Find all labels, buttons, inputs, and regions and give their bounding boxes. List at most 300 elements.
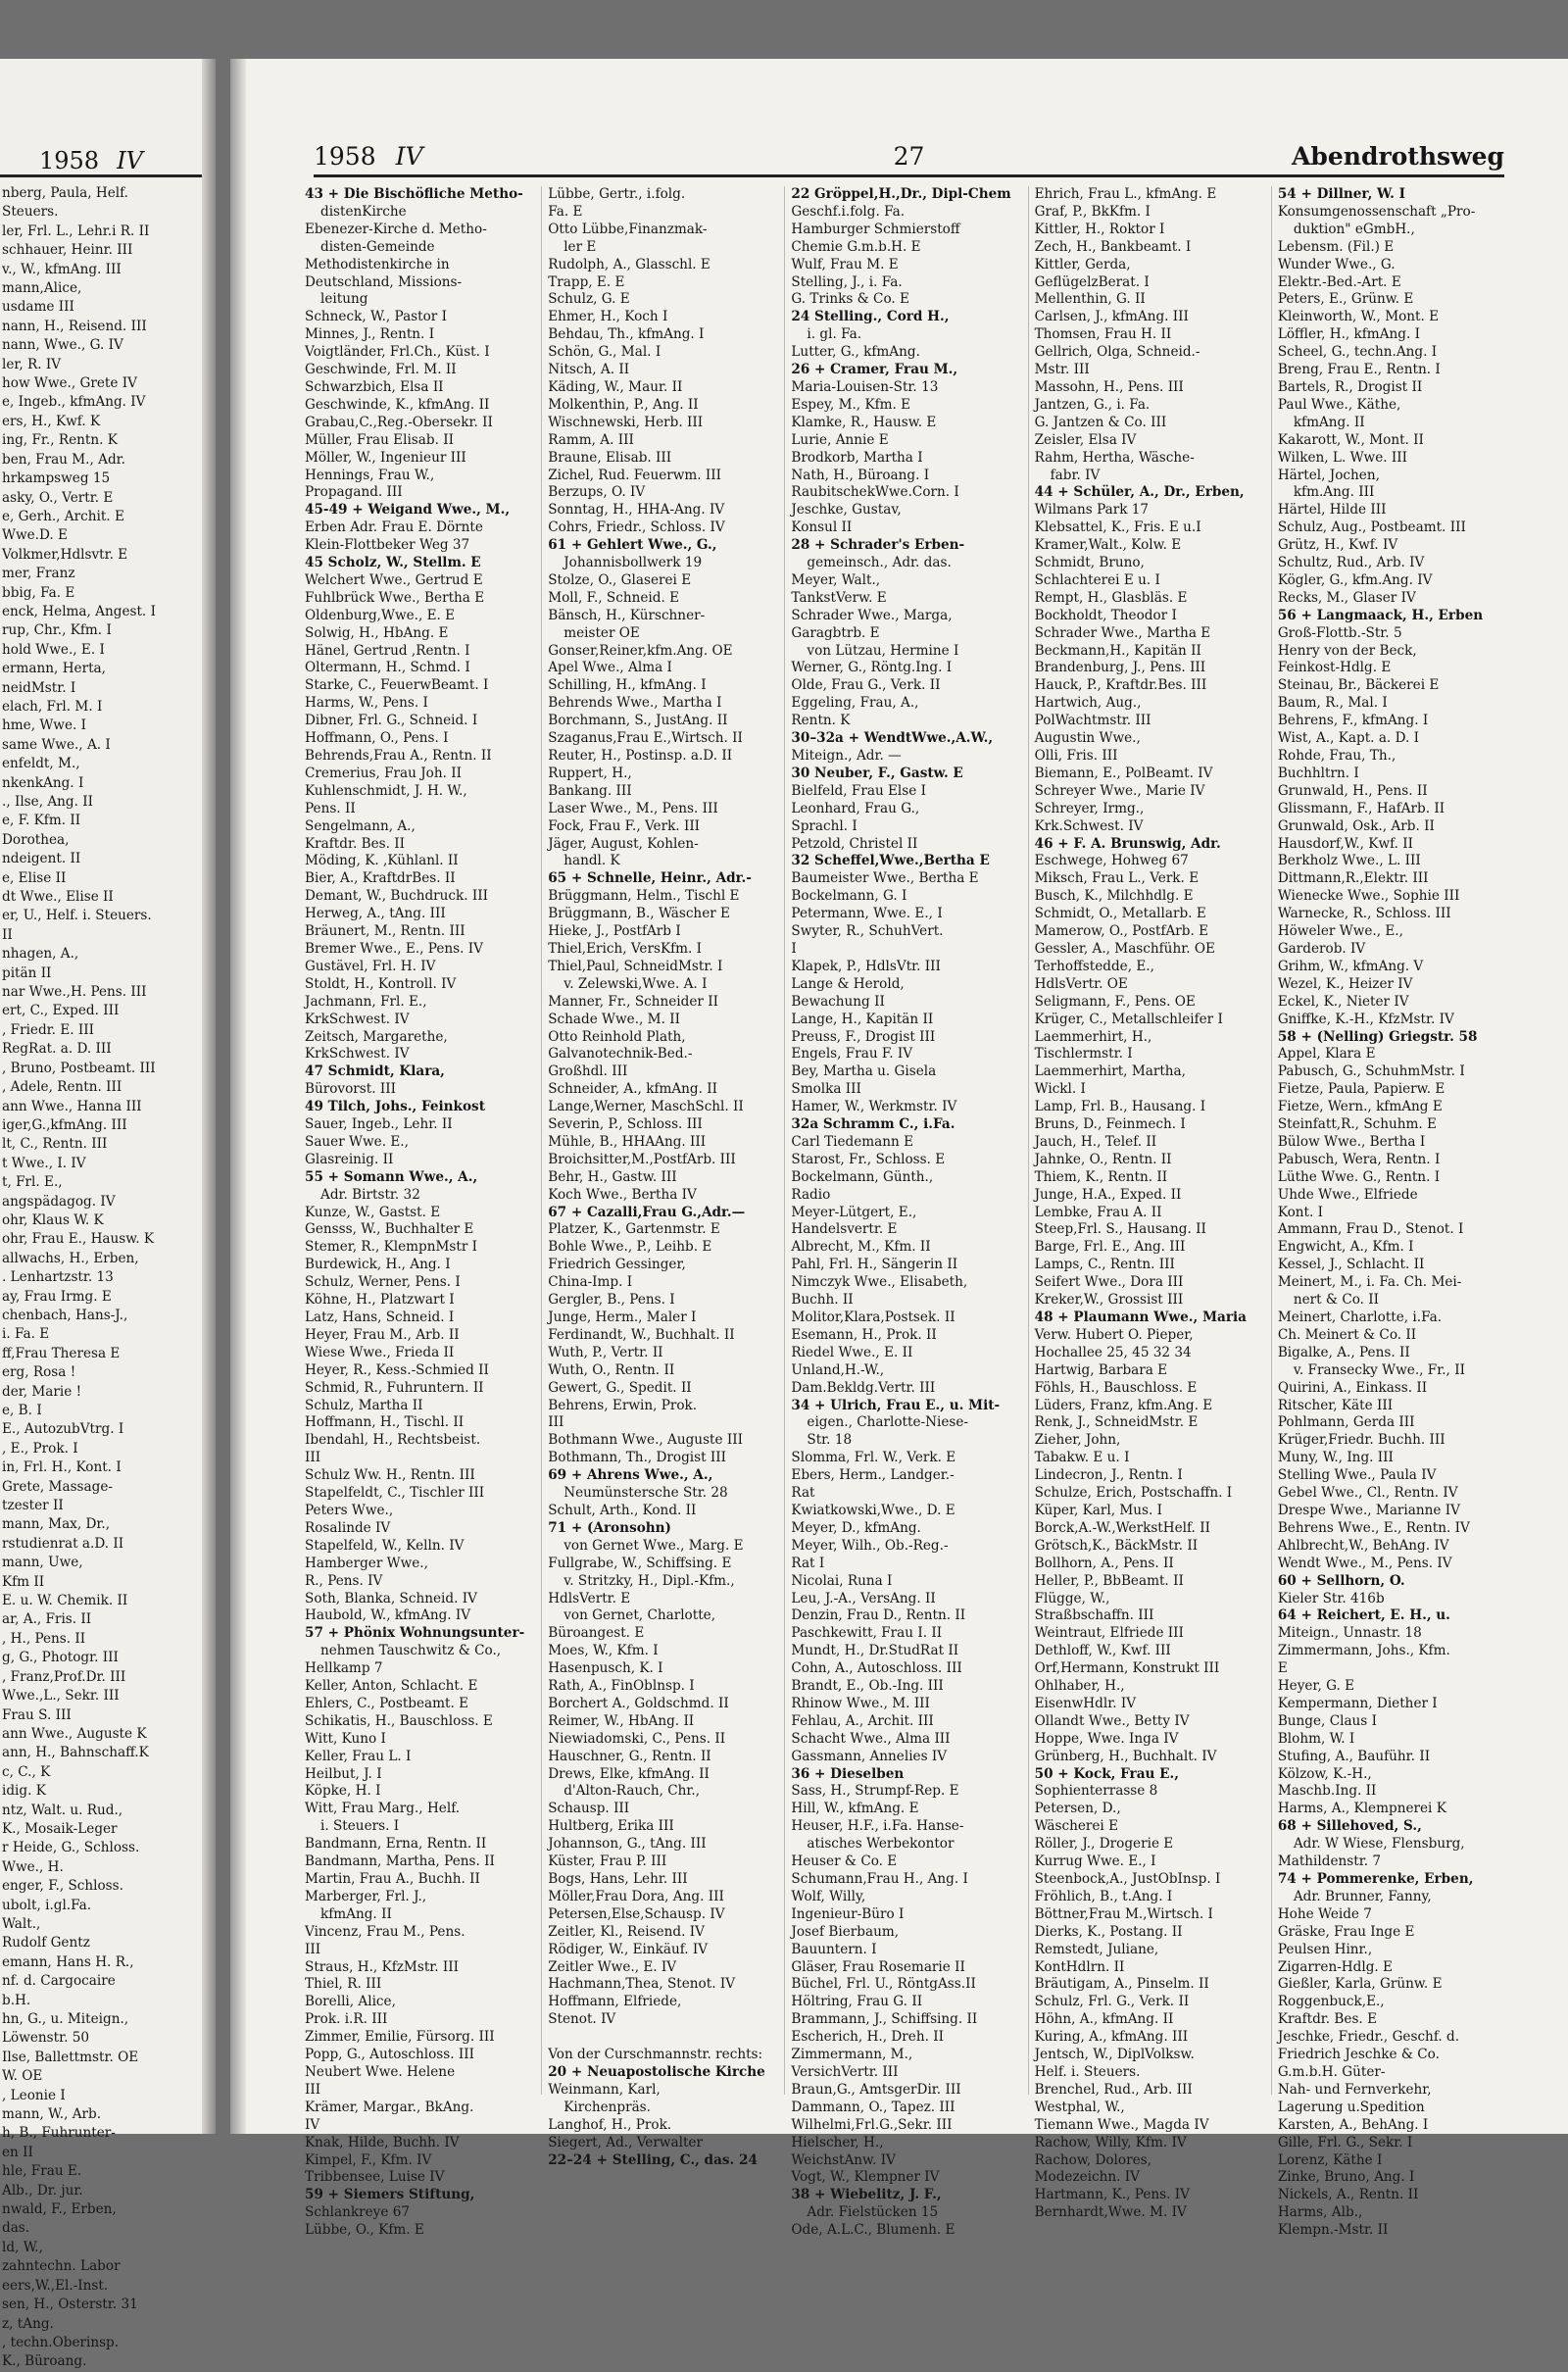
directory-entry: Galvanotechnik-Bed.- <box>548 1046 693 1062</box>
directory-entry: TankstVerw. E <box>791 589 887 606</box>
directory-entry: Kittler, H., Roktor I <box>1034 221 1165 237</box>
directory-entry: Lange & Herold, <box>791 975 905 992</box>
directory-entry: Hamer, W., Werkmstr. IV <box>791 1099 957 1115</box>
directory-entry: Straus, H., KfzMstr. III <box>305 1958 460 1975</box>
directory-entry: Esemann, H., Prok. II <box>791 1326 937 1343</box>
directory-entry: Borelli, Alice, <box>305 1994 396 2010</box>
directory-entry: ler E <box>564 238 597 255</box>
directory-entry: Ehrich, Frau L., kfmAng. E <box>1034 186 1217 202</box>
directory-entry: Fullgrabe, W., Schiffsing. E <box>548 1555 732 1571</box>
directory-entry: Barge, Frl. E., Ang. III <box>1034 1239 1186 1256</box>
column-2 <box>542 186 785 2168</box>
directory-entry: Krk.Schwest. IV <box>1034 817 1144 834</box>
previous-page-line: nberg, Paula, Helf. <box>2 185 128 201</box>
directory-entry: Seifert Wwe., Dora III <box>1034 1274 1184 1291</box>
directory-entry: Petzold, Christel II <box>791 835 918 852</box>
directory-entry: III <box>548 1414 564 1431</box>
directory-entry: Keller, Frau L. I <box>305 1748 412 1764</box>
directory-entry: Hamburger Schmierstoff <box>791 221 960 237</box>
directory-entry: Rat <box>791 1485 815 1502</box>
directory-entry: Straßbschaffn. III <box>1034 1607 1154 1624</box>
directory-entry: Koch Wwe., Bertha IV <box>548 1186 697 1203</box>
directory-entry: Grihm, W., kfmAng. V <box>1277 958 1424 974</box>
previous-page-line: ann Wwe., Hanna III <box>2 1098 142 1114</box>
directory-entry: Haubold, W., kfmAng. IV <box>305 1607 471 1624</box>
directory-entry: Jantzen, G., i. Fa. <box>1034 396 1151 413</box>
directory-entry: Wezel, K., Heizer IV <box>1277 975 1413 992</box>
directory-entry: Prok. i.R. III <box>305 2011 388 2028</box>
directory-entry: 69 + Ahrens Wwe., A., <box>548 1467 713 1484</box>
directory-entry: Mundt, H., Dr.StudRat II <box>791 1643 959 1659</box>
directory-entry: Klein-Flottbeker Weg 37 <box>305 537 470 554</box>
directory-entry: Steinau, Br., Bäckerei E <box>1277 677 1440 694</box>
directory-entry: PolWachtmstr. III <box>1034 713 1152 729</box>
directory-entry: Heyer, R., Kess.-Schmied II <box>305 1361 489 1378</box>
previous-page-line: e, F. Kfm. II <box>2 813 81 829</box>
directory-entry: Herweg, A., tAng. III <box>305 906 446 922</box>
directory-entry: Oltermann, H., Schmd. I <box>305 660 470 676</box>
directory-entry: Ebers, Herm., Landger.- <box>791 1467 955 1484</box>
directory-entry: Albrecht, M., Kfm. II <box>791 1239 931 1256</box>
directory-entry: Zinke, Bruno, Ang. I <box>1277 2169 1415 2186</box>
directory-entry: Leonhard, Frau G., <box>791 800 920 816</box>
directory-entry: Baum, R., Mal. I <box>1277 695 1388 712</box>
directory-entry: Schneck, W., Pastor I <box>305 309 447 325</box>
directory-entry: Fehlau, A., Archit. III <box>791 1712 934 1729</box>
directory-entry: Löffler, H., kfmAng. I <box>1277 326 1420 343</box>
page-volume: IV <box>395 142 423 171</box>
directory-entry: Schulze, Erich, Postschaffn. I <box>1034 1485 1233 1502</box>
directory-entry: Geschwinde, K., kfmAng. II <box>305 396 490 413</box>
directory-entry: III <box>305 1450 321 1466</box>
directory-entry: 54 + Dillner, W. I <box>1277 186 1406 202</box>
directory-entry: Stelling Wwe., Paula IV <box>1277 1467 1437 1484</box>
directory-entry: Thomsen, Frau H. II <box>1034 326 1172 343</box>
column-5 <box>1272 186 1514 2239</box>
directory-entry: Zimmermann, Johs., Kfm. <box>1277 1643 1450 1659</box>
previous-page-line: nwald, F., Erben, <box>2 2201 117 2218</box>
previous-page-line: tzester II <box>2 1498 64 1514</box>
directory-entry: Mellenthin, G. II <box>1034 291 1146 308</box>
previous-page-line: Walt., <box>2 1915 41 1932</box>
directory-entry: Karsten, A., BehAng. I <box>1277 2116 1429 2133</box>
directory-entry: Hachmann,Thea, Stenot. IV <box>548 1976 736 1993</box>
directory-entry: Hohe Weide 7 <box>1277 1905 1372 1922</box>
directory-entry: Bruns, D., Feinmech. I <box>1034 1116 1186 1133</box>
directory-entry: Kleinworth, W., Mont. E <box>1277 309 1440 325</box>
previous-page-line: erg, Rosa ! <box>2 1364 76 1381</box>
directory-entry: Lüders, Franz, kfm.Ang. E <box>1034 1397 1213 1413</box>
directory-entry: Bey, Martha u. Gisela <box>791 1063 937 1080</box>
directory-entry: Brodkorb, Martha I <box>791 449 923 466</box>
column-1 <box>299 186 542 2239</box>
previous-page-line: nann, Wwe., G. IV <box>2 337 123 354</box>
directory-entry: Ehlers, C., Postbeamt. E <box>305 1695 469 1711</box>
directory-entry: Konsul II <box>791 519 853 536</box>
previous-page-line: Alb., Dr. jur. <box>2 2182 83 2199</box>
previous-page-line: rstudienrat a.D. II <box>2 1535 124 1552</box>
previous-page-line: ert, C., Exped. III <box>2 1003 120 1019</box>
directory-entry: Kramer,Walt., Kolw. E <box>1034 537 1182 554</box>
previous-page-line: hme, Wwe. I <box>2 717 86 734</box>
directory-entry: Kreker,W., Grossist III <box>1034 1292 1184 1309</box>
directory-entry: Buchhltrn. I <box>1277 765 1359 781</box>
directory-entry: Harms, Alb., <box>1277 2204 1363 2221</box>
directory-entry: Schulz, Aug., Postbeamt. III <box>1277 519 1466 536</box>
previous-page-line: RegRat. a. D. III <box>2 1041 112 1058</box>
directory-entry: Friedrich Gessinger, <box>548 1257 686 1273</box>
previous-page-line: g, G., Photogr. III <box>2 1650 119 1666</box>
directory-entry: Olli, Fris. III <box>1034 748 1118 764</box>
directory-entry: Radio <box>791 1186 831 1203</box>
directory-entry: Schlankreye 67 <box>305 2204 411 2221</box>
page-number: 27 <box>893 142 925 171</box>
previous-page-line: r Heide, G., Schloss. <box>2 1840 140 1856</box>
directory-entry: Garagbtrb. E <box>791 624 880 641</box>
directory-entry: Adr. W Wiese, Flensburg, <box>1293 1836 1465 1853</box>
directory-entry: Büchel, Frl. U., RöntgAss.II <box>791 1976 976 1993</box>
directory-entry: 58 + (Nelling) Griegstr. 58 <box>1277 1028 1478 1045</box>
directory-entry: Köpke, H. I <box>305 1783 381 1800</box>
directory-entry: v. Fransecky Wwe., Fr., II <box>1293 1361 1465 1378</box>
directory-entry: Petersen,Else,Schausp. IV <box>548 1905 725 1922</box>
book-gutter <box>202 59 216 2134</box>
directory-entry: Tiemann Wwe., Magda IV <box>1034 2116 1209 2133</box>
directory-entry: Stufing, A., Bauführ. II <box>1277 1748 1431 1764</box>
directory-entry: 38 + Wiebelitz, J. F., <box>791 2187 942 2203</box>
previous-page-line: mann, Max, Dr., <box>2 1516 111 1533</box>
previous-page-line: idig. K <box>2 1783 46 1800</box>
directory-entry: Ch. Meinert & Co. II <box>1277 1326 1417 1343</box>
previous-page-line: ing, Fr., Rentn. K <box>2 432 118 449</box>
directory-entry: Josef Bierbaum, <box>791 1923 900 1940</box>
previous-page-line: mann, W., Arb. <box>2 2106 102 2123</box>
directory-entry: Keller, Anton, Schlacht. E <box>305 1678 478 1695</box>
directory-entry: Bewachung II <box>791 993 885 1010</box>
directory-entry: Hausdorf,W., Kwf. II <box>1277 835 1414 852</box>
previous-page-header <box>39 147 143 174</box>
directory-entry: Behrends,Frau A., Rentn. II <box>305 748 492 764</box>
directory-entry: Gassmann, Annelies IV <box>791 1748 948 1764</box>
directory-entry: Föhls, H., Bauschloss. E <box>1034 1379 1198 1396</box>
directory-entry: Kirchenpräs. <box>564 2099 651 2115</box>
previous-page-line: , Adele, Rentn. III <box>2 1079 122 1096</box>
directory-entry: Busch, K., Milchhdlg. E <box>1034 888 1194 905</box>
directory-entry: Hoffmann, H., Tischl. II <box>305 1414 465 1431</box>
directory-entry: Kakarott, W., Mont. II <box>1277 431 1424 448</box>
street-heading: Abendrothsweg <box>1292 142 1504 171</box>
previous-page-line: K., Büroang. <box>2 2353 87 2370</box>
directory-entry: Laemmerhirt, Martha, <box>1034 1063 1186 1080</box>
directory-entry: Röller, J., Drogerie E <box>1034 1836 1174 1853</box>
directory-entry: Szaganus,Frau E.,Wirtsch. II <box>548 730 743 747</box>
directory-entry: Küper, Karl, Mus. I <box>1034 1502 1163 1518</box>
previous-page-line: Volkmer,Hdlsvtr. E <box>2 546 128 563</box>
directory-entry: Orf,Hermann, Konstrukt III <box>1034 1660 1220 1677</box>
directory-entry: Witt, Frau Marg., Helf. <box>305 1801 461 1817</box>
directory-entry: Rentn. K <box>791 713 851 729</box>
directory-entry: d'Alton-Rauch, Chr., <box>564 1783 701 1800</box>
directory-entry: Berzups, O. IV <box>548 484 646 501</box>
directory-entry: Slomma, Frl. W., Verk. E <box>791 1450 956 1466</box>
directory-entry: Höltring, Frau G. II <box>791 1994 923 2010</box>
previous-page-line: W. OE <box>2 2068 43 2085</box>
directory-entry: Behr, H., Gastw. III <box>548 1168 677 1185</box>
directory-entry: 67 + Cazalli,Frau G.,Adr.— <box>548 1204 746 1220</box>
directory-entry: Borchert A., Goldschmd. II <box>548 1695 729 1711</box>
directory-entry: Gonser,Reiner,kfm.Ang. OE <box>548 642 733 659</box>
directory-entry: Starost, Fr., Schloss. E <box>791 1151 946 1167</box>
directory-entry: Stoldt, H., Kontroll. IV <box>305 975 457 992</box>
directory-entry: Chemie G.m.b.H. E <box>791 238 921 255</box>
directory-entry: Grötsch,K., BäckMstr. II <box>1034 1537 1199 1554</box>
directory-entry: Drews, Elke, kfmAng. II <box>548 1765 710 1782</box>
directory-entry: Grabau,C.,Reg.-Obersekr. II <box>305 414 493 430</box>
directory-entry: von Gernet, Charlotte, <box>564 1607 716 1624</box>
previous-page-line: mann, Uwe, <box>2 1555 83 1571</box>
directory-entry: Fock, Frau F., Verk. III <box>548 817 701 834</box>
directory-entry: Wilhelmi,Frl.G.,Sekr. III <box>791 2116 953 2133</box>
previous-page-line: K., Mosaik-Leger <box>2 1820 118 1837</box>
directory-entry: leitung <box>320 291 368 308</box>
directory-entry: Bier, A., KraftdrBes. II <box>305 870 456 887</box>
directory-entry: Thiel,Erich, VersKfm. I <box>548 940 703 957</box>
directory-entry: Glasreinig. II <box>305 1151 394 1167</box>
directory-entry: distenKirche <box>320 203 407 220</box>
directory-entry: Dethloff, W., Kwf. III <box>1034 1643 1171 1659</box>
directory-entry: Schlachterei E u. I <box>1034 571 1160 588</box>
directory-entry: 60 + Sellhorn, O. <box>1277 1572 1405 1589</box>
directory-entry: Büroangest. E <box>548 1625 645 1642</box>
directory-entry: Ramm, A. III <box>548 431 634 448</box>
directory-entry: Groß-Flottb.-Str. 5 <box>1277 624 1402 641</box>
previous-page-line: emann, Hans H. R., <box>2 1953 134 1970</box>
directory-entry: Wickl. I <box>1034 1081 1086 1098</box>
directory-entry: Rath, A., FinOblnsp. I <box>548 1678 695 1695</box>
directory-entry: Zimmer, Emilie, Fürsorg. III <box>305 2029 495 2046</box>
previous-page-line: Löwenstr. 50 <box>2 2030 90 2047</box>
directory-entry: Schumann,Frau H., Ang. I <box>791 1871 968 1887</box>
previous-page-line: e, Elise II <box>2 869 67 886</box>
directory-entry: Bankang. III <box>548 782 632 799</box>
directory-entry: Wulf, Frau M. E <box>791 256 899 272</box>
page-header-left <box>314 142 423 171</box>
previous-page-line: , Bruno, Postbeamt. III <box>2 1060 156 1076</box>
previous-page-line: ohr, Frau E., Hausw. K <box>2 1231 155 1248</box>
directory-entry: Nimczyk Wwe., Elisabeth, <box>791 1274 968 1291</box>
directory-entry: Str. 18 <box>807 1432 853 1449</box>
directory-entry: Maria-Louisen-Str. 13 <box>791 378 939 395</box>
directory-entry: Molitor,Klara,Postsek. II <box>791 1310 956 1325</box>
directory-entry: Ritscher, Käte III <box>1277 1397 1394 1413</box>
directory-entry: Behrens, Erwin, Prok. <box>548 1397 698 1413</box>
directory-entry: nehmen Tauschwitz & Co., <box>320 1643 502 1659</box>
directory-entry: Gustävel, Frl. H. IV <box>305 958 436 974</box>
previous-page-line: chenbach, Hans-J., <box>2 1307 128 1323</box>
directory-entry: Minnes, J., Rentn. I <box>305 326 435 343</box>
previous-page-line: ar, A., Fris. II <box>2 1611 92 1628</box>
previous-page-line: t Wwe., I. IV <box>2 1155 86 1171</box>
directory-entry: 43 + Die Bischöfliche Metho- <box>305 186 523 202</box>
directory-entry: Platzer, K., Gartenmstr. E <box>548 1221 720 1238</box>
directory-entry: Schikatis, H., Bauschloss. E <box>305 1712 493 1729</box>
directory-entry: 68 + Sillehoved, S., <box>1277 1818 1422 1835</box>
directory-entry: 32 Scheffel,Wwe.,Bertha E <box>791 853 990 869</box>
previous-page-line: E. u. W. Chemik. II <box>2 1593 128 1609</box>
directory-entry: 65 + Schnelle, Heinr., Adr.- <box>548 870 752 887</box>
directory-entry: Moll, F., Schneid. E <box>548 589 680 606</box>
directory-entry: Gniffke, K.-H., KfzMstr. IV <box>1277 1011 1454 1027</box>
directory-entry: Petermann, Wwe. E., I <box>791 906 943 922</box>
directory-entry: Schneider, A., kfmAng. II <box>548 1081 718 1098</box>
directory-entry: Fa. E <box>548 203 583 220</box>
directory-entry: 22 Gröppel,H.,Dr., Dipl-Chem <box>791 186 1011 202</box>
directory-entry: v. Stritzky, H., Dipl.-Kfm., <box>564 1572 735 1589</box>
previous-page-line: ler, Frl. L., Lehr.i R. II <box>2 222 150 239</box>
directory-entry: Nicolai, Runa I <box>791 1572 893 1589</box>
directory-entry: 74 + Pommerenke, Erben, <box>1277 1871 1474 1887</box>
directory-entry: Cohn, A., Autoschloss. III <box>791 1660 962 1677</box>
directory-entry: Severin, P., Schloss. III <box>548 1116 703 1133</box>
directory-entry: Bülow Wwe., Bertha I <box>1277 1133 1426 1150</box>
directory-entry: 30–32a + WendtWwe.,A.W., <box>791 730 994 747</box>
directory-entry: Grütz, H., Kwf. IV <box>1277 537 1398 554</box>
directory-entry: Kempermann, Diether I <box>1277 1695 1438 1711</box>
previous-page-line: , Leonie I <box>2 2087 66 2103</box>
previous-page-line: Steuers. <box>2 204 59 221</box>
directory-entry: Kittler, Gerda, <box>1034 256 1131 272</box>
directory-entry: Großhdl. III <box>548 1063 628 1080</box>
directory-entry: Höhn, A., kfmAng. II <box>1034 2011 1174 2028</box>
directory-entry: Lindecron, J., Rentn. I <box>1034 1467 1183 1484</box>
previous-page-line: hold Wwe., E. I <box>2 641 105 658</box>
directory-entry: 45-49 + Weigand Wwe., M., <box>305 502 511 519</box>
previous-page-line: II <box>2 926 13 943</box>
previous-page-line: dt Wwe., Elise II <box>2 889 114 906</box>
directory-entry: Wist, A., Kapt. a. D. I <box>1277 730 1419 747</box>
directory-entry: Peters, E., Grünw. E <box>1277 291 1414 308</box>
directory-entry: Wendt Wwe., M., Pens. IV <box>1277 1555 1452 1571</box>
directory-entry: Vogt, W., Klempner IV <box>791 2169 940 2186</box>
directory-entry: Berkholz Wwe., L. III <box>1277 853 1421 869</box>
directory-entry: Schulz, Frl. G., Verk. II <box>1034 1994 1190 2010</box>
directory-entry: Blohm, W. I <box>1277 1730 1355 1747</box>
directory-entry: Bänsch, H., Kürschner- <box>548 607 706 623</box>
directory-entry: Dittmann,R.,Elektr. III <box>1277 870 1429 887</box>
directory-entry: 32a Schramm C., i.Fa. <box>791 1116 956 1133</box>
directory-entry: Kont. I <box>1277 1204 1324 1220</box>
directory-entry: eigen., Charlotte-Niese- <box>807 1414 969 1431</box>
directory-entry: Petersen, D., <box>1034 1801 1121 1817</box>
directory-entry: Stelling, J., i. Fa. <box>791 273 903 290</box>
directory-entry: Miteign., Adr. — <box>791 748 902 764</box>
directory-entry: Bandmann, Erna, Rentn. II <box>305 1836 487 1853</box>
directory-entry: Zigarren-Hdlg. E <box>1277 1958 1393 1975</box>
directory-entry: Zech, H., Bankbeamt. I <box>1034 238 1192 255</box>
directory-entry: Hamberger Wwe., <box>305 1555 428 1571</box>
previous-page-line: ntz, Walt. u. Rud., <box>2 1802 123 1818</box>
directory-entry: 26 + Cramer, Frau M., <box>791 362 958 378</box>
directory-entry: Olde, Frau G., Verk. II <box>791 677 941 694</box>
directory-entry: Recks, M., Glaser IV <box>1277 589 1416 606</box>
directory-entry: Bandmann, Martha, Pens. II <box>305 1853 495 1870</box>
directory-entry: Steenbock,A., JustObInsp. I <box>1034 1871 1221 1887</box>
directory-entry: Bigalke, A., Pens. II <box>1277 1344 1410 1360</box>
directory-entry: Schrader Wwe., Martha E <box>1034 624 1211 641</box>
previous-page-line: enck, Helma, Angest. I <box>2 603 156 619</box>
directory-entry: Gergler, B., Pens. I <box>548 1292 675 1309</box>
directory-entry: Jahnke, O., Rentn. II <box>1034 1151 1172 1167</box>
page-spine-shadow <box>230 59 246 2134</box>
directory-entry: Bernhardt,Wwe. M. IV <box>1034 2204 1187 2221</box>
directory-entry: Lamps, C., Rentn. III <box>1034 1257 1175 1273</box>
previous-page-line: i. Fa. E <box>2 1326 50 1343</box>
previous-page-line: hrkampsweg 15 <box>2 470 111 487</box>
directory-entry: Ammann, Frau D., Stenot. I <box>1277 1221 1464 1238</box>
directory-entry: 22–24 + Stelling, C., das. 24 <box>548 2151 758 2168</box>
directory-entry: Kraftdr. Bes. II <box>305 835 405 852</box>
directory-entry: Kraftdr. Bes. E <box>1277 2011 1377 2028</box>
directory-entry: Feinkost-Hdlg. E <box>1277 660 1392 676</box>
directory-entry: Manner, Fr., Schneider II <box>548 993 718 1010</box>
directory-entry: Jeschke, Friedr., Geschf. d. <box>1277 2029 1460 2046</box>
previous-page-line: ., Ilse, Ang. II <box>2 794 93 810</box>
directory-entry: Lamp, Frl. B., Hausang. I <box>1034 1099 1206 1115</box>
directory-entry: Schwarzbich, Elsa II <box>305 378 444 395</box>
previous-page-line: hn, G., u. Miteign., <box>2 2011 129 2027</box>
previous-page-line: c, C., K <box>2 1763 51 1780</box>
directory-entry: Wienecke Wwe., Sophie III <box>1277 888 1460 905</box>
directory-entry: Bohle Wwe., P., Leihb. E <box>548 1239 712 1256</box>
directory-entry: Lange,Werner, MaschSchl. II <box>548 1099 744 1115</box>
directory-entry: Moes, W., Kfm. I <box>548 1643 659 1659</box>
directory-entry: Kölzow, K.-H., <box>1277 1765 1372 1782</box>
directory-entry: Sauer, Ingeb., Lehr. II <box>305 1116 453 1133</box>
directory-entry: Lüthe Wwe. G., Rentn. I <box>1277 1168 1441 1185</box>
previous-page-line: pitän II <box>2 964 52 981</box>
directory-entry: Zimmermann, M., <box>791 2047 913 2063</box>
previous-page-line: ler, R. IV <box>2 356 62 372</box>
directory-entry: Wiese Wwe., Frieda II <box>305 1344 455 1360</box>
directory-entry: 48 + Plaumann Wwe., Maria <box>1034 1310 1247 1325</box>
previous-page-line: elach, Frl. M. I <box>2 698 103 715</box>
previous-page-line: angspädagog. IV <box>2 1193 116 1210</box>
directory-entry: Remstedt, Juliane, <box>1034 1941 1159 1957</box>
directory-entry: Brüggmann, B., Wäscher E <box>548 906 730 922</box>
directory-entry: Marberger, Frl. J., <box>305 1888 427 1904</box>
header-rule <box>314 174 1504 177</box>
directory-entry: 57 + Phönix Wohnungsunter- <box>305 1625 525 1642</box>
directory-entry: Stapelfeldt, C., Tischler III <box>305 1485 485 1502</box>
previous-page-line: , E., Prok. I <box>2 1440 78 1457</box>
directory-entry: Schrader Wwe., Marga, <box>791 607 953 623</box>
directory-entry: Wunder Wwe., G. <box>1277 256 1396 272</box>
directory-entry: Engwicht, A., Kfm. I <box>1277 1239 1414 1256</box>
directory-entry: Gläser, Frau Rosemarie II <box>791 1958 965 1975</box>
directory-entry: Jentsch, W., DiplVolksw. <box>1034 2047 1195 2063</box>
directory-entry: meister OE <box>564 624 640 641</box>
directory-entry: duktion" eGmbH., <box>1293 221 1415 237</box>
directory-entry: China-Imp. I <box>548 1274 633 1291</box>
previous-page-line: h, B., Fuhrunter- <box>2 2125 116 2142</box>
directory-entry: Westphal, W., <box>1034 2099 1125 2115</box>
directory-entry: Lurie, Annie E <box>791 431 889 448</box>
directory-entry: 59 + Siemers Stiftung, <box>305 2187 475 2203</box>
directory-entry: Von der Curschmannstr. rechts: <box>548 2047 763 2063</box>
directory-entry: Siegert, Ad., Verwalter <box>548 2134 703 2150</box>
directory-entry: Stapelfeld, W., Kelln. IV <box>305 1537 465 1554</box>
directory-entry: 49 Tilch, Johs., Feinkost <box>305 1099 485 1115</box>
